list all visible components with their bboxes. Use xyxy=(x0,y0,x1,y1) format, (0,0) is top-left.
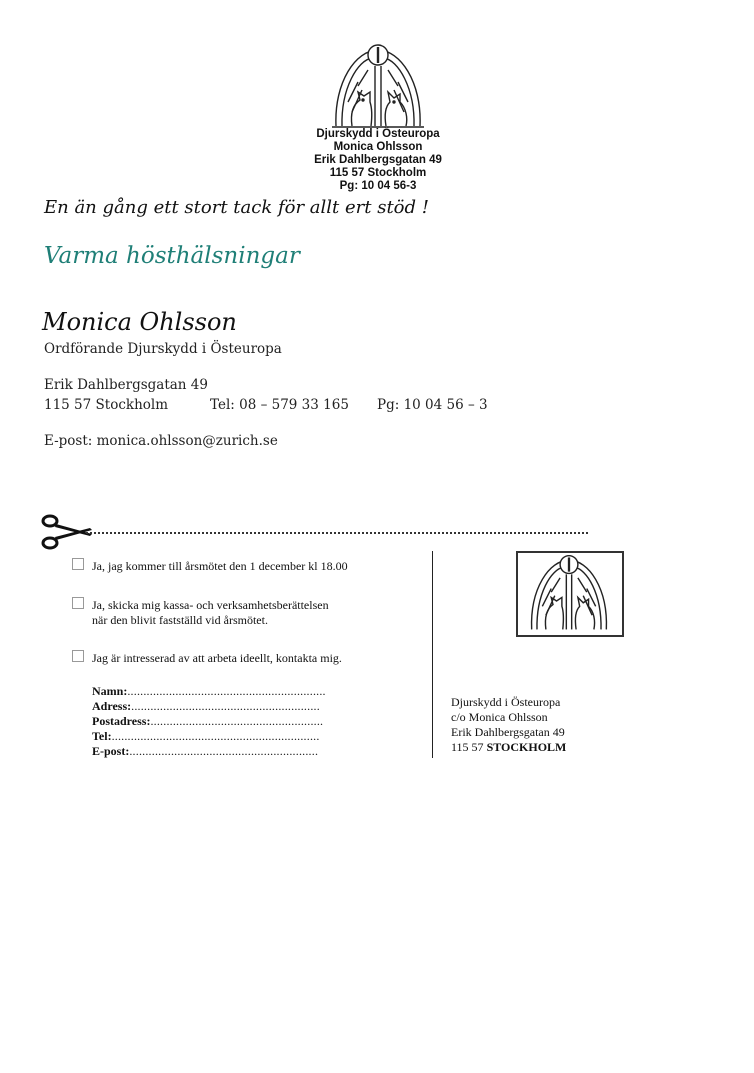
email-address[interactable]: E-post: monica.ohlsson@zurich.se xyxy=(44,433,278,449)
field-dots-phone: ................................................................. xyxy=(111,729,320,743)
org-logo xyxy=(328,42,428,132)
thanks-line: En än gång ett stort tack för allt ert stöd ! xyxy=(44,197,429,218)
recipient-org: Djurskydd i Östeuropa xyxy=(451,695,561,709)
field-dots-name: .............................................................. xyxy=(127,684,326,698)
header-org: Djurskydd i Östeuropa xyxy=(316,128,440,140)
field-label-address: Adress: xyxy=(92,699,132,713)
signature-name: Monica Ohlsson xyxy=(42,308,237,336)
field-label-name: Namn: xyxy=(92,684,128,698)
cut-line xyxy=(86,532,588,534)
checkbox-send-reports[interactable] xyxy=(72,597,84,609)
recipient-street: Erik Dahlbergsgatan 49 xyxy=(451,725,565,739)
field-dots-postal: ...................................................... xyxy=(150,714,324,728)
recipient-co: c/o Monica Ohlsson xyxy=(451,710,548,724)
recipient-city: STOCKHOLM xyxy=(486,740,567,754)
header-name: Monica Ohlsson xyxy=(333,141,423,153)
field-label-email: E-post: xyxy=(92,744,130,758)
header-street: Erik Dahlbergsgatan 49 xyxy=(314,154,442,166)
checkbox-annual-meeting[interactable] xyxy=(72,558,84,570)
option-volunteer-label: Jag är intresserad av att arbeta ideellt, kontakta mig. xyxy=(92,651,342,665)
option-annual-meeting-label: Ja, jag kommer till årsmötet den 1 december kl 18.00 xyxy=(92,559,348,573)
checkbox-volunteer[interactable] xyxy=(72,650,84,662)
address-field[interactable] xyxy=(92,699,358,714)
form-divider xyxy=(432,551,433,758)
name-field[interactable] xyxy=(92,684,358,699)
recipient-logo xyxy=(522,553,616,633)
plusgiro-number: Pg: 10 04 56 – 3 xyxy=(377,397,488,413)
field-label-phone: Tel: xyxy=(92,729,112,743)
field-dots-address: ........................................................... xyxy=(131,699,320,713)
address-city: 115 57 Stockholm xyxy=(44,397,169,413)
recipient-city-line xyxy=(451,740,566,755)
header-pg: Pg: 10 04 56-3 xyxy=(339,180,417,192)
address-street: Erik Dahlbergsgatan 49 xyxy=(44,377,208,393)
option-send-reports-label: Ja, skicka mig kassa- och verksamhetsberättelsen xyxy=(92,598,329,612)
email-field[interactable] xyxy=(92,744,358,759)
header-city: 115 57 Stockholm xyxy=(329,167,427,179)
postal-address-field[interactable] xyxy=(92,714,358,729)
option-send-reports-label-2: när den blivit fastställd vid årsmötet. xyxy=(92,613,268,627)
field-dots-email: ........................................................... xyxy=(129,744,319,758)
recipient-postcode: 115 57 xyxy=(451,740,484,754)
phone-number: Tel: 08 – 579 33 165 xyxy=(210,397,349,413)
phone-field[interactable] xyxy=(92,729,358,744)
field-label-postal: Postadress: xyxy=(92,714,151,728)
signature-role: Ordförande Djurskydd i Östeuropa xyxy=(44,341,282,357)
greeting-line: Varma hösthälsningar xyxy=(44,243,300,269)
